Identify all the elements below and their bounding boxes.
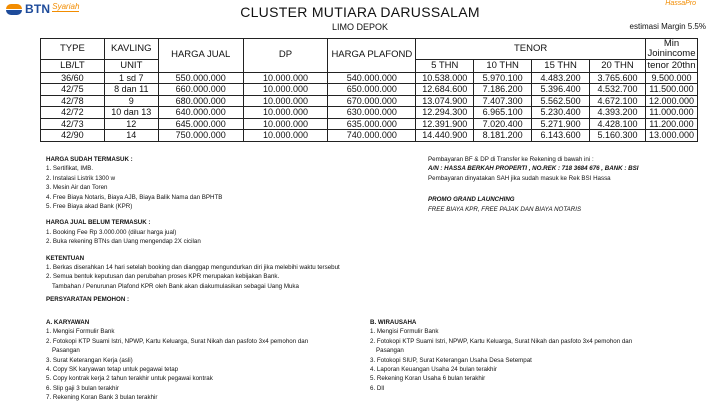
- cell: 5.970.100: [474, 72, 532, 84]
- list-item: 1. Berkas diserahkan 14 hari setelah booking dan dianggap mengundurkan diri jika melebihi waktu tersebut: [46, 264, 340, 272]
- header-kavling: KAVLING: [104, 39, 158, 60]
- persyaratan-title: PERSYARATAN PEMOHON :: [46, 296, 130, 304]
- table-header-row: [41, 39, 698, 60]
- header-type: TYPE: [41, 39, 105, 60]
- cell: 5.230.400: [532, 107, 590, 119]
- cell: 11.000.000: [645, 107, 697, 119]
- list-item: 4. Laporan Keuangan Usaha 24 bulan terakhir: [370, 366, 497, 374]
- cell: 4.393.200: [590, 107, 646, 119]
- list-item: 5. Copy kontrak kerja 2 tahun terakhir untuk pegawai kontrak: [46, 375, 213, 383]
- brand-name: BTN: [25, 2, 51, 16]
- cell: 680.000.000: [158, 95, 243, 107]
- cell: 7.407.300: [474, 95, 532, 107]
- table-row: [41, 118, 698, 130]
- header-5thn: 5 THN: [416, 60, 474, 73]
- cell: 10.000.000: [243, 118, 328, 130]
- cell: 42/72: [41, 107, 105, 119]
- cell: 11.200.000: [645, 118, 697, 130]
- list-item: Pasangan: [376, 347, 404, 355]
- cell: 4.672.100: [590, 95, 646, 107]
- brand-sub: Syariah: [52, 2, 80, 11]
- pembayaran-line: Pembayaran dinyatakan SAH jika sudah masuk ke Rek BSI Hassa: [428, 174, 611, 182]
- list-item: 2. Semua bentuk keputusan dan perubahan proses KPR merupakan kebijakan Bank.: [46, 273, 280, 281]
- margin-note: estimasi Margin 5.5%: [629, 22, 706, 31]
- list-item: 3. Surat Keterangan Kerja (asli): [46, 356, 133, 364]
- cell: 7.186.200: [474, 84, 532, 96]
- cell: 635.000.000: [328, 118, 416, 130]
- header-lb-lt: LB/LT: [41, 60, 105, 73]
- cell: 10.000.000: [243, 72, 328, 84]
- promo-title: PROMO GRAND LAUNCHING: [428, 196, 515, 204]
- cell: 42/73: [41, 118, 105, 130]
- pembayaran-line: Pembayaran BF & DP di Transfer ke Rekening di bawah ini :: [428, 156, 594, 163]
- cell: 670.000.000: [328, 95, 416, 107]
- header-unit: UNIT: [104, 60, 158, 73]
- list-item: 2. Instalasi Listrik 1300 w: [46, 174, 116, 182]
- cell: 645.000.000: [158, 118, 243, 130]
- list-item: 6. Slip gaji 3 bulan terakhir: [46, 384, 119, 392]
- cell: 10.000.000: [243, 95, 328, 107]
- cell: 10 dan 13: [104, 107, 158, 119]
- list-item: 5. Free Biaya akad Bank (KPR): [46, 203, 133, 211]
- cell: 4.483.200: [532, 72, 590, 84]
- cell: 11.500.000: [645, 84, 697, 96]
- header-15thn: 15 THN: [532, 60, 590, 73]
- cell: 1 sd 7: [104, 72, 158, 84]
- list-item: 1. Mengisi Formulir Bank: [46, 328, 115, 336]
- list-item: Pasangan: [52, 347, 80, 355]
- cell: 4.428.100: [590, 118, 646, 130]
- cell: 10.000.000: [243, 107, 328, 119]
- table-row: [41, 95, 698, 107]
- cell: 12.391.900: [416, 118, 474, 130]
- list-item: 1. Booking Fee Rp 3.000.000 (diluar harga jual): [46, 228, 177, 236]
- cell: 42/75: [41, 84, 105, 96]
- list-item: 2. Buka rekening BTNs dan Uang mengendap 2X cicilan: [46, 238, 201, 246]
- list-item: 1. Mengisi Formulir Bank: [370, 328, 439, 336]
- list-item: Tambahan / Penurunan Plafond KPR oleh Bank akan diakumulasikan sebagai Uang Muka: [52, 282, 299, 290]
- cell: 4.532.700: [590, 84, 646, 96]
- header-harga-jual: HARGA JUAL: [158, 39, 243, 73]
- cell: 630.000.000: [328, 107, 416, 119]
- brand-right-logo: HassaPro: [665, 0, 696, 7]
- header-tenor: TENOR: [416, 39, 646, 60]
- cell: 14: [104, 130, 158, 142]
- cell: 13.000.000: [645, 130, 697, 142]
- header-10thn: 10 THN: [474, 60, 532, 73]
- karyawan-title: A. KARYAWAN: [46, 319, 90, 326]
- cell: 650.000.000: [328, 84, 416, 96]
- cell: 10.538.000: [416, 72, 474, 84]
- page-subtitle: LIMO DEPOK: [331, 22, 388, 32]
- ketentuan-title: KETENTUAN: [46, 254, 85, 262]
- cell: 42/78: [41, 95, 105, 107]
- cell: 8 dan 11: [104, 84, 158, 96]
- pembayaran-account: A/N : HASSA BERKAH PROPERTI , NO.REK : 718 3684 676 , BANK : BSI: [428, 165, 639, 173]
- page-title: CLUSTER MUTIARA DARUSSALAM: [240, 4, 480, 20]
- header-min-income: Min Joinincome: [647, 38, 696, 59]
- cell: 13.074.900: [416, 95, 474, 107]
- header-tenor-20thn: tenor 20thn: [647, 59, 696, 71]
- cell: 5.396.400: [532, 84, 590, 96]
- cell: 5.271.900: [532, 118, 590, 130]
- cell: 42/90: [41, 130, 105, 142]
- table-row: [41, 107, 698, 119]
- cell: 6.965.100: [474, 107, 532, 119]
- cell: 7.020.400: [474, 118, 532, 130]
- notes-left: [46, 155, 376, 305]
- cell: 9.500.000: [645, 72, 697, 84]
- cell: 9: [104, 95, 158, 107]
- cell: 10.000.000: [243, 130, 328, 142]
- list-item: 2. Fotokopi KTP Suami Istri, NPWP, Kartu Keluarga, Surat Nikah dan pasfoto 3x4 pemohon dan: [46, 337, 309, 345]
- cell: 12.294.300: [416, 107, 474, 119]
- list-item: 5. Rekening Koran Usaha 6 bulan terakhir: [370, 375, 486, 383]
- header-harga-plafond: HARGA PLAFOND: [328, 39, 416, 73]
- cell: 640.000.000: [158, 107, 243, 119]
- cell: 12.684.600: [416, 84, 474, 96]
- cell: 740.000.000: [328, 130, 416, 142]
- list-item: 2. Fotokopi KTP Suami Istri, NPWP, Kartu Keluarga, Surat Nikah dan pasfoto 3x4 pemohon dan: [370, 337, 633, 345]
- cell: 12: [104, 118, 158, 130]
- cell: 5.562.500: [532, 95, 590, 107]
- list-item: 3. Mesin Air dan Toren: [46, 184, 108, 192]
- cell: 3.765.600: [590, 72, 646, 84]
- cell: 750.000.000: [158, 130, 243, 142]
- cell: 14.440.900: [416, 130, 474, 142]
- list-item: 1. Sertifikat, IMB.: [46, 165, 94, 173]
- persyaratan-karyawan: [46, 318, 366, 403]
- table-row: [41, 72, 698, 84]
- cell: 6.143.600: [532, 130, 590, 142]
- list-item: 3. Fotokopi SIUP, Surat Keterangan Usaha Desa Setempat: [370, 356, 532, 364]
- price-table: [40, 38, 698, 142]
- cell: 5.160.300: [590, 130, 646, 142]
- belum-termasuk-title: HARGA JUAL BELUM TERMASUK :: [46, 219, 151, 227]
- persyaratan-wirausaha: [370, 318, 710, 393]
- notes-right: [428, 155, 718, 214]
- cell: 550.000.000: [158, 72, 243, 84]
- cell: 540.000.000: [328, 72, 416, 84]
- list-item: 7. Rekening Koran Bank 3 bulan terakhir: [46, 394, 158, 402]
- header-20thn: 20 THN: [590, 60, 646, 73]
- promo-text: FREE BIAYA KPR, FREE PAJAK DAN BIAYA NOTARIS: [428, 205, 582, 213]
- cell: 36/60: [41, 72, 105, 84]
- cell: 8.181.200: [474, 130, 532, 142]
- cell: 12.000.000: [645, 95, 697, 107]
- table-row: [41, 84, 698, 96]
- header-dp: DP: [243, 39, 328, 73]
- cell: 660.000.000: [158, 84, 243, 96]
- list-item: 6. Dll: [370, 384, 385, 392]
- wirausaha-title: B. WIRAUSAHA: [370, 319, 417, 326]
- list-item: 4. Free Biaya Notaris, Biaya AJB, Biaya Balik Nama dan BPHTB: [46, 193, 223, 201]
- cell: 10.000.000: [243, 84, 328, 96]
- list-item: 4. Copy SK karyawan tetap untuk pegawai tetap: [46, 366, 179, 374]
- harga-termasuk-title: HARGA SUDAH TERMASUK :: [46, 156, 133, 163]
- table-row: [41, 130, 698, 142]
